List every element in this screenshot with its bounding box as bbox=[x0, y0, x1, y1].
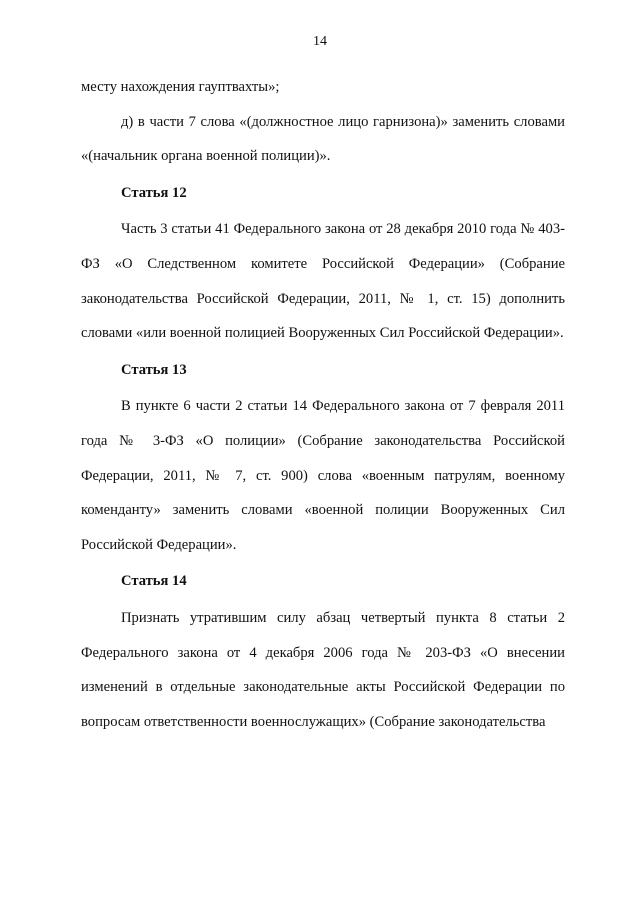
article-12-heading: Статья 12 bbox=[121, 184, 187, 201]
article-14-text: Признать утратившим силу абзац четвертый пункта 8 статьи 2 Федерального закона от 4 декабря 2006 года № 203-ФЗ «О внесении изменений в отдельные законодательные акты Российской Федерации по вопросам ответственности военнослужащих» (Собрание законодательства bbox=[81, 609, 565, 730]
article-13-text: В пункте 6 части 2 статьи 14 Федерального закона от 7 февраля 2011 года № 3-ФЗ «О полиции» (Собрание законодательства Российской Федерации, 2011, № 7, ст. 900) слова «военным патрулям, военному коменданту» заменить словами «военной полиции Вооруженных Сил Российской Федерации». bbox=[81, 398, 565, 553]
article-13-heading: Статья 13 bbox=[121, 361, 187, 378]
paragraph-item-d: д) в части 7 слова «(должностное лицо гарнизона)» заменить словами «(начальник органа военной полиции)». bbox=[81, 113, 565, 165]
paragraph-continuation: месту нахождения гауптвахты»; bbox=[81, 79, 280, 95]
page-number: 14 bbox=[313, 34, 327, 49]
document-body bbox=[81, 70, 565, 739]
article-12-text: Часть 3 статьи 41 Федерального закона от 28 декабря 2010 года № 403-ФЗ «О Следственном комитете Российской Федерации» (Собрание законодательства Российской Федерации, 2011, № 1, ст. 15) дополнить словами «или военной полицией Вооруженных Сил Российской Федерации». bbox=[81, 221, 565, 342]
article-14-heading: Статья 14 bbox=[121, 573, 187, 590]
